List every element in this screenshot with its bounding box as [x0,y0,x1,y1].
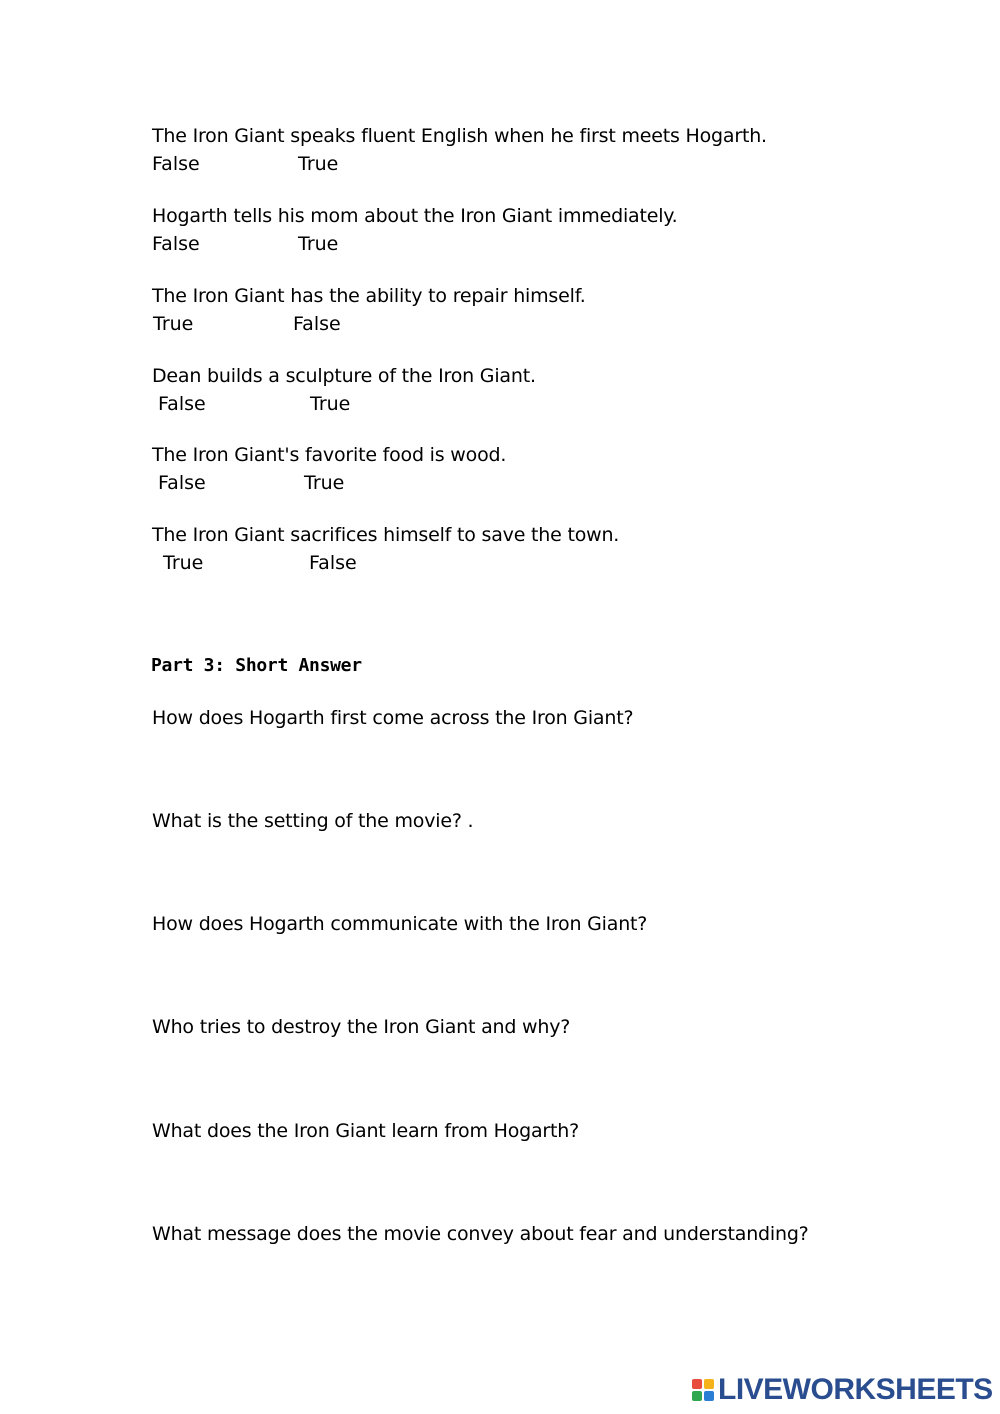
short-answer-question: Who tries to destroy the Iron Giant and why? [152,1016,571,1038]
short-answer-question: How does Hogarth first come across the Iron Giant? [152,707,634,729]
short-answer-question: What message does the movie convey about fear and understanding? [152,1223,809,1245]
tf-option[interactable]: True [163,552,204,574]
tf-option[interactable]: False [152,153,200,175]
tf-statement: Hogarth tells his mom about the Iron Giant immediately. [152,205,678,227]
tf-statement: The Iron Giant has the ability to repair himself. [152,285,586,307]
tf-statement: The Iron Giant speaks fluent English when he first meets Hogarth. [152,125,767,147]
short-answer-question: How does Hogarth communicate with the Iron Giant? [152,913,648,935]
tf-option[interactable]: True [304,472,345,494]
tf-statement: The Iron Giant's favorite food is wood. [152,444,507,466]
tf-option[interactable]: False [158,393,206,415]
section-heading-part3: Part 3: Short Answer [151,655,362,676]
tf-statement: The Iron Giant sacrifices himself to save the town. [152,524,620,546]
tf-option[interactable]: True [310,393,351,415]
tf-option[interactable]: True [298,233,339,255]
tf-option[interactable]: False [152,233,200,255]
logo-text: LIVEWORKSHEETS [718,1373,993,1406]
short-answer-question: What does the Iron Giant learn from Hogarth? [152,1120,580,1142]
tf-statement: Dean builds a sculpture of the Iron Giant. [152,365,536,387]
short-answer-question: What is the setting of the movie? . [152,810,474,832]
liveworksheets-logo [692,1373,993,1407]
tf-option[interactable]: False [158,472,206,494]
tf-option[interactable]: True [153,313,194,335]
tf-option[interactable]: False [293,313,341,335]
logo-mark-icon [692,1379,714,1401]
tf-option[interactable]: False [309,552,357,574]
tf-option[interactable]: True [298,153,339,175]
